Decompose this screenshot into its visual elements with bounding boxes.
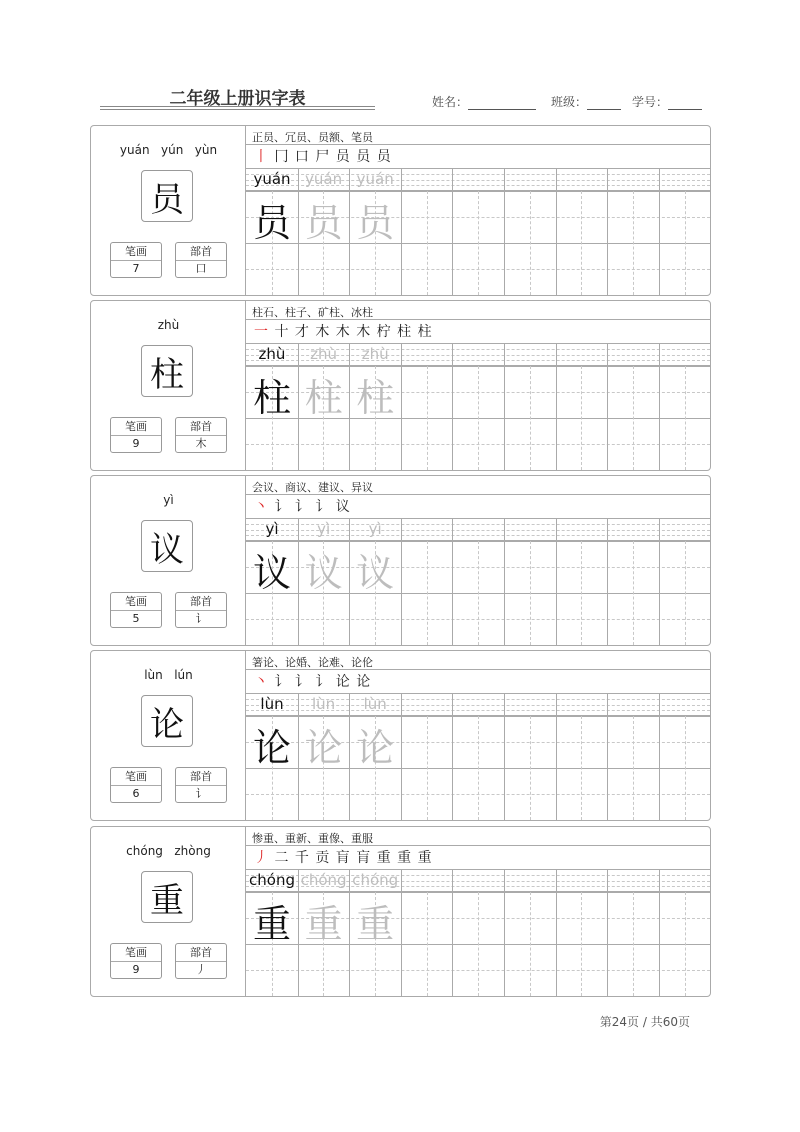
name-field[interactable] xyxy=(432,93,536,110)
grid-column-divider xyxy=(659,693,660,716)
pinyin-writing-grid[interactable] xyxy=(246,168,710,191)
character-writing-grid[interactable] xyxy=(246,191,710,295)
stroke-order-rest: 十 才 木 木 木 柠 柱 柱 xyxy=(269,324,433,340)
grid-column-divider xyxy=(607,693,608,716)
character-info-panel xyxy=(91,126,246,295)
stroke-order-first: 丿 xyxy=(254,850,269,866)
pinyin-writing-grid[interactable] xyxy=(246,518,710,541)
tian-grid-center-line xyxy=(478,716,479,820)
practice-panel xyxy=(246,827,710,996)
tian-grid-center-line xyxy=(581,366,582,470)
student-no-blank[interactable] xyxy=(668,96,702,110)
trace-pinyin: chóng xyxy=(352,871,399,889)
character-info-panel xyxy=(91,651,246,820)
grid-column-divider xyxy=(504,366,505,470)
radical-box xyxy=(175,242,227,278)
example-words: 柱石、柱子、矿柱、冰柱 xyxy=(252,306,373,319)
model-character: 员 xyxy=(252,200,291,245)
practice-panel xyxy=(246,126,710,295)
student-no-label: 学号： xyxy=(632,95,669,109)
model-pinyin: zhù xyxy=(258,345,286,363)
tian-grid-center-line xyxy=(478,892,479,996)
grid-column-divider xyxy=(556,892,557,996)
trace-pinyin: lùn xyxy=(312,695,336,713)
grid-column-divider xyxy=(659,869,660,892)
grid-column-divider xyxy=(607,191,608,295)
stroke-order-sequence xyxy=(254,671,371,691)
grid-column-divider xyxy=(452,892,453,996)
stroke-order-first: 丶 xyxy=(254,499,269,515)
stroke-order-rest: 讠 讠 讠 论 论 xyxy=(269,674,372,690)
grid-column-divider xyxy=(607,716,608,820)
stroke-count-label: 笔画 xyxy=(111,243,161,261)
model-character: 柱 xyxy=(252,375,291,420)
grid-column-divider xyxy=(659,518,660,541)
model-character: 议 xyxy=(252,550,291,595)
pinyin-writing-grid[interactable] xyxy=(246,693,710,716)
words-divider xyxy=(246,669,710,670)
grid-column-divider xyxy=(659,716,660,820)
stroke-count-value: 9 xyxy=(132,963,140,976)
main-character: 议 xyxy=(141,520,193,572)
radical-box xyxy=(175,943,227,979)
example-words: 正员、冗员、员额、笔员 xyxy=(252,131,373,144)
radical-value: 口 xyxy=(195,262,207,275)
title-underline xyxy=(100,106,375,107)
grid-column-divider xyxy=(556,191,557,295)
grid-column-divider xyxy=(607,869,608,892)
name-label: 姓名： xyxy=(432,95,469,109)
main-character: 重 xyxy=(141,871,193,923)
grid-column-divider xyxy=(556,168,557,191)
grid-column-divider xyxy=(504,892,505,996)
tian-grid-center-line xyxy=(581,892,582,996)
radical-value: 讠 xyxy=(195,612,207,625)
page-number: 第24页 / 共60页 xyxy=(599,1015,690,1029)
character-card xyxy=(90,650,711,821)
pinyin-readings: yì xyxy=(163,493,174,507)
character-card xyxy=(90,475,711,646)
tian-grid-center-line xyxy=(581,541,582,645)
grid-column-divider xyxy=(607,541,608,645)
stroke-order-first: 一 xyxy=(254,324,269,340)
pinyin-guide-line xyxy=(246,168,710,169)
grid-column-divider xyxy=(556,343,557,366)
model-character: 论 xyxy=(252,725,291,770)
grid-column-divider xyxy=(504,693,505,716)
grid-column-divider xyxy=(556,366,557,470)
stroke-count-box xyxy=(110,767,162,803)
trace-pinyin: yuán xyxy=(356,170,394,188)
tian-grid-center-line xyxy=(633,191,634,295)
trace-pinyin: lùn xyxy=(363,695,387,713)
radical-box xyxy=(175,592,227,628)
trace-pinyin: zhù xyxy=(310,345,338,363)
trace-pinyin: chóng xyxy=(300,871,347,889)
grid-column-divider xyxy=(607,168,608,191)
radical-label: 部首 xyxy=(176,593,226,611)
stroke-count-box xyxy=(110,592,162,628)
grid-column-divider xyxy=(504,343,505,366)
model-pinyin: chóng xyxy=(249,871,295,889)
practice-panel xyxy=(246,301,710,470)
stroke-count-label: 笔画 xyxy=(111,593,161,611)
title-underline-double xyxy=(100,109,375,110)
character-card xyxy=(90,300,711,471)
class-label: 班级： xyxy=(551,95,588,109)
character-writing-grid[interactable] xyxy=(246,892,710,996)
radical-label: 部首 xyxy=(176,944,226,962)
grid-column-divider xyxy=(504,168,505,191)
trace-pinyin: yuán xyxy=(305,170,343,188)
tian-grid-center-line xyxy=(478,541,479,645)
grid-column-divider xyxy=(452,541,453,645)
tian-grid-center-line xyxy=(685,366,686,470)
pinyin-guide-line xyxy=(246,518,710,519)
grid-column-divider xyxy=(607,343,608,366)
tian-grid-center-line xyxy=(427,716,428,820)
trace-character: 议 xyxy=(304,550,343,595)
main-character: 柱 xyxy=(141,345,193,397)
grid-column-divider xyxy=(556,869,557,892)
tian-grid-center-line xyxy=(633,716,634,820)
grid-column-divider xyxy=(607,366,608,470)
stroke-order-rest: 讠 讠 讠 议 xyxy=(269,499,351,515)
trace-pinyin: zhù xyxy=(361,345,389,363)
grid-column-divider xyxy=(556,716,557,820)
radical-label: 部首 xyxy=(176,418,226,436)
trace-pinyin: yì xyxy=(368,520,382,538)
grid-column-divider xyxy=(607,892,608,996)
trace-character: 柱 xyxy=(304,375,343,420)
grid-column-divider xyxy=(504,191,505,295)
character-writing-grid[interactable] xyxy=(246,541,710,645)
pinyin-readings: lùn lún xyxy=(144,668,193,682)
stroke-order-sequence xyxy=(254,847,433,867)
stroke-order-first: 丨 xyxy=(254,149,269,165)
example-words: 惨重、重新、重像、重服 xyxy=(252,832,373,845)
words-divider xyxy=(246,319,710,320)
radical-label: 部首 xyxy=(176,768,226,786)
practice-panel xyxy=(246,476,710,645)
stroke-count-value: 6 xyxy=(132,787,140,800)
stroke-count-label: 笔画 xyxy=(111,944,161,962)
tian-grid-center-line xyxy=(427,541,428,645)
grid-column-divider xyxy=(452,168,453,191)
tian-grid-center-line xyxy=(427,366,428,470)
pinyin-guide-line xyxy=(246,343,710,344)
character-info-panel xyxy=(91,476,246,645)
grid-column-divider xyxy=(504,541,505,645)
tian-grid-center-line xyxy=(685,191,686,295)
tian-grid-center-line xyxy=(530,541,531,645)
grid-column-divider xyxy=(452,191,453,295)
grid-column-divider xyxy=(659,168,660,191)
grid-column-divider xyxy=(607,518,608,541)
trace-character: 员 xyxy=(356,200,395,245)
radical-value: 讠 xyxy=(195,787,207,800)
stroke-count-value: 5 xyxy=(132,612,140,625)
grid-column-divider xyxy=(659,892,660,996)
main-character: 论 xyxy=(141,695,193,747)
stroke-order-sequence xyxy=(254,321,433,341)
pinyin-guide-line xyxy=(246,869,710,870)
radical-value: 丿 xyxy=(195,963,207,976)
trace-character: 论 xyxy=(304,725,343,770)
class-blank[interactable] xyxy=(587,96,621,110)
grid-column-divider xyxy=(659,191,660,295)
radical-value: 木 xyxy=(195,437,207,450)
model-pinyin: lùn xyxy=(260,695,284,713)
tian-grid-center-line xyxy=(685,892,686,996)
tian-grid-center-line xyxy=(478,191,479,295)
character-card xyxy=(90,826,711,997)
grid-column-divider xyxy=(556,541,557,645)
tian-grid-center-line xyxy=(427,892,428,996)
grid-column-divider xyxy=(452,366,453,470)
trace-character: 柱 xyxy=(356,375,395,420)
pinyin-writing-grid[interactable] xyxy=(246,343,710,366)
student-no-field[interactable] xyxy=(632,93,702,110)
stroke-count-label: 笔画 xyxy=(111,768,161,786)
stroke-order-rest: 冂 口 尸 员 员 员 xyxy=(269,149,392,165)
pinyin-writing-grid[interactable] xyxy=(246,869,710,892)
trace-character: 议 xyxy=(356,550,395,595)
example-words: 箸论、论婚、论难、论伦 xyxy=(252,656,373,669)
character-info-panel xyxy=(91,301,246,470)
grid-column-divider xyxy=(504,518,505,541)
trace-character: 论 xyxy=(356,725,395,770)
tian-grid-center-line xyxy=(685,541,686,645)
tian-grid-center-line xyxy=(581,191,582,295)
words-divider xyxy=(246,845,710,846)
radical-box xyxy=(175,767,227,803)
tian-grid-center-line xyxy=(633,366,634,470)
pinyin-readings: zhù xyxy=(157,318,180,332)
words-divider xyxy=(246,144,710,145)
grid-column-divider xyxy=(452,716,453,820)
grid-column-divider xyxy=(504,869,505,892)
words-divider xyxy=(246,494,710,495)
trace-character: 重 xyxy=(356,901,395,946)
tian-grid-center-line xyxy=(530,191,531,295)
tian-grid-center-line xyxy=(530,366,531,470)
grid-column-divider xyxy=(452,518,453,541)
tian-grid-center-line xyxy=(581,716,582,820)
character-card xyxy=(90,125,711,296)
grid-column-divider xyxy=(452,869,453,892)
tian-grid-center-line xyxy=(427,191,428,295)
tian-grid-center-line xyxy=(633,892,634,996)
stroke-count-label: 笔画 xyxy=(111,418,161,436)
pinyin-readings: chóng zhòng xyxy=(126,844,211,858)
model-character: 重 xyxy=(252,901,291,946)
practice-panel xyxy=(246,651,710,820)
grid-column-divider xyxy=(556,518,557,541)
model-pinyin: yì xyxy=(265,520,279,538)
pinyin-readings: yuán yún yùn xyxy=(119,143,218,157)
grid-column-divider xyxy=(659,541,660,645)
example-words: 会议、商议、建议、异议 xyxy=(252,481,373,494)
tian-grid-center-line xyxy=(685,716,686,820)
tian-grid-center-line xyxy=(478,366,479,470)
stroke-count-box xyxy=(110,417,162,453)
stroke-count-box xyxy=(110,242,162,278)
model-pinyin: yuán xyxy=(253,170,291,188)
character-writing-grid[interactable] xyxy=(246,716,710,820)
radical-label: 部首 xyxy=(176,243,226,261)
stroke-order-sequence xyxy=(254,146,392,166)
stroke-order-first: 丶 xyxy=(254,674,269,690)
tian-grid-center-line xyxy=(633,541,634,645)
stroke-order-rest: 二 千 贡 肓 肓 重 重 重 xyxy=(269,850,433,866)
radical-box xyxy=(175,417,227,453)
grid-column-divider xyxy=(452,693,453,716)
pinyin-guide-line xyxy=(246,693,710,694)
class-field[interactable] xyxy=(551,93,621,110)
trace-character: 员 xyxy=(304,200,343,245)
main-character: 员 xyxy=(141,170,193,222)
tian-grid-center-line xyxy=(530,892,531,996)
grid-column-divider xyxy=(659,366,660,470)
stroke-count-box xyxy=(110,943,162,979)
student-info xyxy=(432,93,712,111)
stroke-count-value: 7 xyxy=(132,262,140,275)
trace-character: 重 xyxy=(304,901,343,946)
grid-column-divider xyxy=(556,693,557,716)
character-info-panel xyxy=(91,827,246,996)
grid-column-divider xyxy=(504,716,505,820)
grid-column-divider xyxy=(452,343,453,366)
tian-grid-center-line xyxy=(530,716,531,820)
character-writing-grid[interactable] xyxy=(246,366,710,470)
trace-pinyin: yì xyxy=(317,520,331,538)
stroke-order-sequence xyxy=(254,496,351,516)
stroke-count-value: 9 xyxy=(132,437,140,450)
grid-column-divider xyxy=(659,343,660,366)
page-title: 二年级上册识字表 xyxy=(169,89,306,109)
name-blank[interactable] xyxy=(468,96,536,110)
